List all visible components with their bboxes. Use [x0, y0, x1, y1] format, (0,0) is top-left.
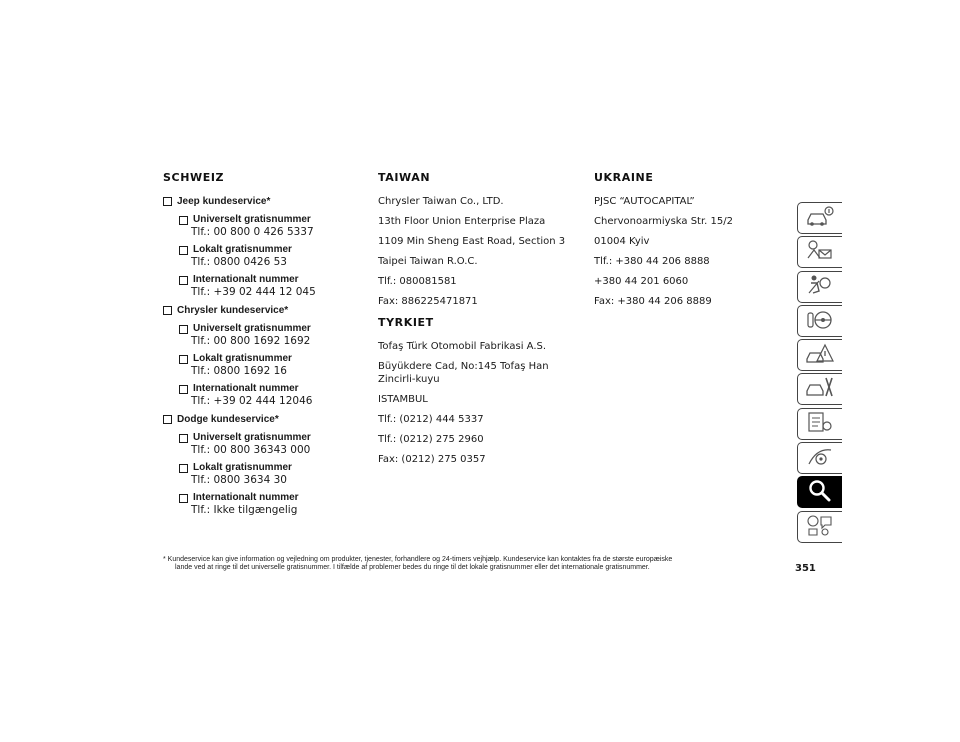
- multimedia-radio-icon: [805, 444, 835, 472]
- airbag-safety-icon: [805, 273, 835, 301]
- service-group-text: Jeep kundeservice*: [177, 196, 271, 207]
- language-icon: [805, 513, 835, 541]
- address-line: Taipei Taiwan R.O.C.: [378, 256, 478, 267]
- checkbox-bullet-icon: [179, 276, 188, 285]
- address-line: 1109 Min Sheng East Road, Section 3: [378, 236, 566, 247]
- footnote-line-2: lande ved at ringe til det universelle gratisnummer. I tilfælde af problemer bedes du ringe til det lokale gratisnummer eller det internationale gratisnummer.: [175, 564, 650, 571]
- service-number-label: [179, 323, 363, 335]
- section-title-tyrkiet: TYRKIET: [378, 316, 434, 329]
- address-line: PJSC “AUTOCAPITAL”: [594, 196, 695, 207]
- service-number-label-text: Internationalt nummer: [193, 274, 299, 285]
- section-title-schweiz: SCHWEIZ: [163, 171, 225, 184]
- column-taiwan-tyrkiet: [378, 171, 588, 473]
- service-number-item: [179, 274, 363, 299]
- address-line: Chrysler Taiwan Co., LTD.: [378, 196, 504, 207]
- service-number-label: [179, 244, 363, 256]
- address-line: Chervonoarmiyska Str. 15/2: [594, 216, 733, 227]
- service-group-label: [163, 413, 363, 426]
- service-number-value: Tlf.: Ikke tilgængelig: [191, 504, 298, 516]
- address-line: ISTAMBUL: [378, 394, 428, 405]
- checkbox-bullet-icon: [179, 385, 188, 394]
- taiwan-address: [378, 195, 588, 308]
- address-line: Tofaş Türk Otomobil Fabrikasi A.S.: [378, 341, 547, 352]
- service-number-value: Tlf.: +39 02 444 12046: [191, 395, 313, 407]
- checkbox-bullet-icon: [179, 355, 188, 364]
- chapter-tab-7[interactable]: [797, 408, 842, 440]
- service-number-value: Tlf.: 0800 1692 16: [191, 365, 287, 377]
- tyrkiet-address: [378, 340, 588, 466]
- service-number-item: [179, 244, 363, 269]
- service-number-value: Tlf.: 0800 3634 30: [191, 474, 287, 486]
- service-number-item: [179, 323, 363, 348]
- column-ukraine: [594, 171, 784, 315]
- service-group-label: [163, 195, 363, 208]
- checkbox-bullet-icon: [179, 246, 188, 255]
- checkbox-bullet-icon: [179, 216, 188, 225]
- service-number-item: [179, 462, 363, 487]
- chapter-tab-8[interactable]: [797, 442, 842, 474]
- service-number-value: Tlf.: +39 02 444 12 045: [191, 286, 316, 298]
- address-line: Tlf.: +380 44 206 8888: [594, 256, 710, 267]
- checkbox-bullet-icon: [163, 415, 172, 424]
- car-service-tools-icon: [805, 375, 835, 403]
- page-number: 351: [795, 563, 816, 574]
- schweiz-groups: [163, 195, 363, 517]
- checkbox-bullet-icon: [179, 434, 188, 443]
- service-number-label-text: Lokalt gratisnummer: [193, 353, 292, 364]
- checkbox-bullet-icon: [179, 325, 188, 334]
- chapter-tab-1[interactable]: [797, 202, 842, 234]
- chapter-tab-2[interactable]: [797, 236, 842, 268]
- service-number-value: Tlf.: 00 800 36343 000: [191, 444, 311, 456]
- section-title-taiwan: TAIWAN: [378, 171, 431, 184]
- service-number-label-text: Internationalt nummer: [193, 492, 299, 503]
- service-number-label-text: Universelt gratisnummer: [193, 432, 311, 443]
- service-number-value: Tlf.: 0800 0426 53: [191, 256, 287, 268]
- address-line: Fax: 886225471871: [378, 296, 478, 307]
- service-number-label: [179, 353, 363, 365]
- service-number-label: [179, 383, 363, 395]
- service-number-label: [179, 462, 363, 474]
- service-number-item: [179, 214, 363, 239]
- service-number-label-text: Lokalt gratisnummer: [193, 462, 292, 473]
- search-index-icon: [805, 478, 835, 506]
- column-schweiz: [163, 171, 363, 522]
- section-title-ukraine: UKRAINE: [594, 171, 654, 184]
- dashboard-message-icon: [805, 238, 835, 266]
- checkbox-bullet-icon: [179, 464, 188, 473]
- address-line: Büyükdere Cad, No:145 Tofaş Han Zincirli-kuyu: [378, 361, 549, 385]
- checkbox-bullet-icon: [179, 494, 188, 503]
- footnote-line-1: * Kundeservice kan give information og vejledning om produkter, tjenester, forhandlere og 24-timers vejhjælp. Kundeservice kan kontaktes fra de største europæiske: [163, 556, 673, 563]
- car-info-icon: [805, 204, 835, 232]
- service-number-label: [179, 274, 363, 286]
- address-line: +380 44 201 6060: [594, 276, 689, 287]
- address-line: Tlf.: 080081581: [378, 276, 457, 287]
- service-number-label: [179, 214, 363, 226]
- service-number-label: [179, 492, 363, 504]
- address-line: Fax: +380 44 206 8889: [594, 296, 712, 307]
- service-number-label-text: Lokalt gratisnummer: [193, 244, 292, 255]
- chapter-tab-10[interactable]: [797, 511, 842, 543]
- chapter-tab-4[interactable]: [797, 305, 842, 337]
- service-group-label: [163, 304, 363, 317]
- service-group-text: Dodge kundeservice*: [177, 414, 279, 425]
- address-line: Tlf.: (0212) 275 2960: [378, 434, 484, 445]
- roadside-emergency-icon: [805, 341, 835, 369]
- chapter-tab-5[interactable]: [797, 339, 842, 371]
- chapter-tabs: [797, 202, 842, 545]
- service-group-text: Chrysler kundeservice*: [177, 305, 289, 316]
- service-number-item: [179, 492, 363, 517]
- specifications-list-icon: [805, 410, 835, 438]
- service-number-item: [179, 432, 363, 457]
- chapter-tab-9[interactable]: [797, 476, 842, 508]
- service-number-label-text: Universelt gratisnummer: [193, 323, 311, 334]
- address-line: Fax: (0212) 275 0357: [378, 454, 486, 465]
- service-number-item: [179, 383, 363, 408]
- service-number-label-text: Internationalt nummer: [193, 383, 299, 394]
- service-number-label: [179, 432, 363, 444]
- ukraine-address: [594, 195, 784, 308]
- checkbox-bullet-icon: [163, 197, 172, 206]
- chapter-tab-6[interactable]: [797, 373, 842, 405]
- chapter-tab-3[interactable]: [797, 271, 842, 303]
- address-line: Tlf.: (0212) 444 5337: [378, 414, 484, 425]
- service-number-item: [179, 353, 363, 378]
- service-number-value: Tlf.: 00 800 0 426 5337: [191, 226, 314, 238]
- address-line: 01004 Kyiv: [594, 236, 650, 247]
- service-number-label-text: Universelt gratisnummer: [193, 214, 311, 225]
- footnote: [163, 556, 785, 572]
- checkbox-bullet-icon: [163, 306, 172, 315]
- address-line: 13th Floor Union Enterprise Plaza: [378, 216, 546, 227]
- steering-wheel-start-icon: [805, 307, 835, 335]
- service-number-value: Tlf.: 00 800 1692 1692: [191, 335, 311, 347]
